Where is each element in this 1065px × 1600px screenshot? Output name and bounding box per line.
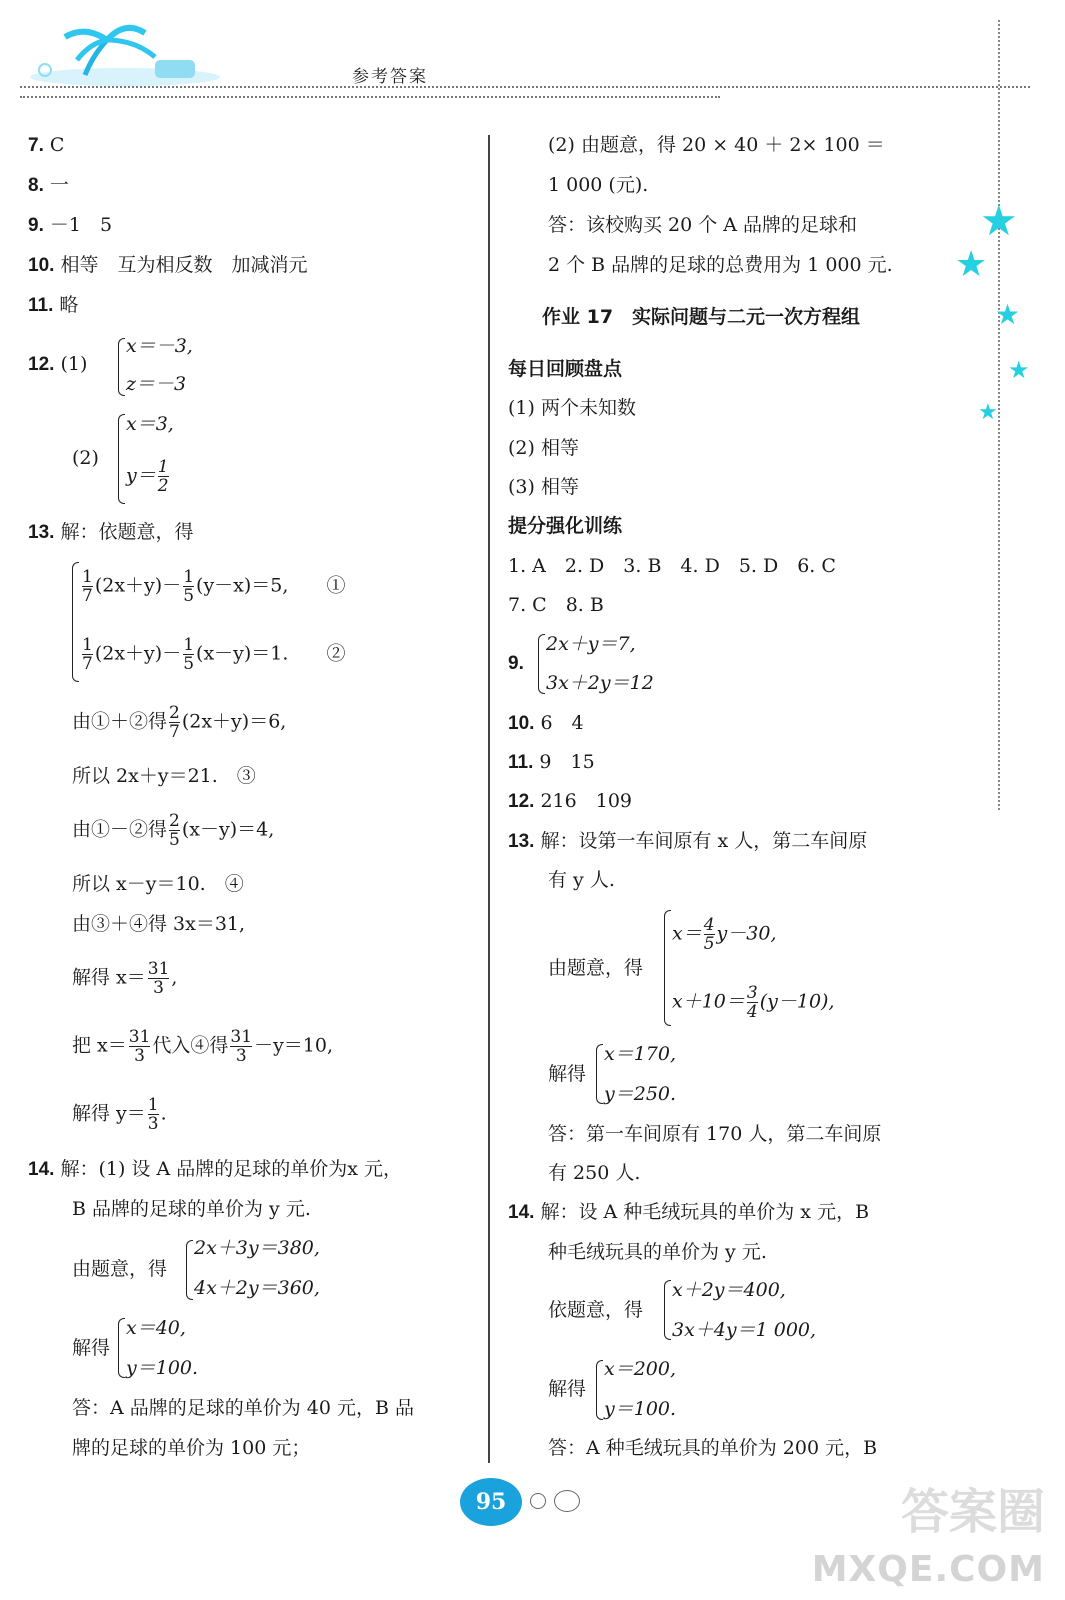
text-line: 2 个 B 品牌的足球的总费用为 1 000 元. (548, 254, 893, 276)
text-line: (2) 相等 (508, 437, 579, 459)
step: 所以 x－y＝10. ④ (72, 873, 244, 895)
equation: x＝ $\frac{4}{5}$ y－30, (672, 915, 777, 954)
step: 解得 y＝ $\frac{1}{3}$ . (72, 1095, 167, 1134)
ring-icon (530, 1493, 546, 1509)
equation-1: $\frac{1}{7}$ (2x＋y)－ $\frac{1}{5}$ (y－x)＝5, ① (82, 567, 346, 606)
text-line: 牌的足球的单价为 100 元； (72, 1437, 311, 1459)
star-icon: ★ (1008, 356, 1030, 384)
header-title: 参考答案 (352, 67, 428, 87)
text-line: B 品牌的足球的单价为 y 元. (72, 1198, 311, 1220)
ring-icon (554, 1490, 580, 1512)
section-heading: 作业 17 实际问题与二元一次方程组 (542, 306, 861, 328)
text-line: 由题意，得 (72, 1258, 168, 1280)
equation: y＝250. (604, 1083, 677, 1105)
header-divider-2 (20, 96, 720, 98)
equation: y＝100. (604, 1398, 677, 1420)
step: 解得 x＝ $\frac{31}{3}$ , (72, 959, 178, 998)
brace (596, 1044, 603, 1104)
step: 由③＋④得 3x＝31, (72, 913, 246, 935)
equation: x＋10＝ $\frac{3}{4}$ (y－10), (672, 983, 835, 1022)
text-line: 答：第一车间原有 170 人，第二车间原 (548, 1123, 882, 1145)
equation: 3x＋4y＝1 000, (672, 1319, 817, 1341)
step: 所以 2x＋y＝21. ③ (72, 765, 256, 787)
star-icon: ★ (995, 298, 1021, 331)
equation: z＝－3 (126, 373, 187, 395)
text-line: 有 y 人. (548, 869, 615, 891)
text-line: 种毛绒玩具的单价为 y 元. (548, 1241, 767, 1263)
header-divider (20, 86, 1030, 88)
page-number: 95 (460, 1478, 522, 1526)
equation-2: $\frac{1}{7}$ (2x＋y)－ $\frac{1}{5}$ (x－y)＝1. ② (82, 635, 346, 674)
brace (538, 634, 545, 694)
answers-7-8: 7. C 8. B (508, 594, 604, 616)
step: 由①－②得 $\frac{2}{5}$ (x－y)＝4, (72, 811, 275, 850)
text-line: 解得 (72, 1337, 111, 1359)
text-line: 答：A 种毛绒玩具的单价为 200 元，B (548, 1437, 878, 1459)
answer-14: 14. 解：设 A 种毛绒玩具的单价为 x 元，B (508, 1201, 870, 1223)
answers-1-6: 1. A 2. D 3. B 4. D 5. D 6. C (508, 555, 836, 577)
equation: x＋2y＝400, (672, 1279, 786, 1301)
subheading-review: 每日回顾盘点 (508, 358, 623, 380)
equation: y＝ $\frac{1}{2}$ (126, 457, 169, 496)
star-icon: ★ (978, 400, 998, 425)
equation: 2x＋3y＝380, (194, 1237, 320, 1259)
equation: x＝200, (604, 1358, 677, 1380)
equation: x＝3, (126, 413, 174, 435)
answer-12-part2: (2) (72, 447, 99, 469)
margin-rule (998, 20, 1000, 810)
text-line: 依题意，得 (548, 1299, 644, 1321)
column-divider (488, 135, 490, 1463)
text-line: 解得 (548, 1378, 587, 1400)
answer-13: 13. 解：设第一车间原有 x 人，第二车间原 (508, 830, 868, 852)
text-line: (3) 相等 (508, 476, 579, 498)
step: 把 x＝ $\frac{31}{3}$ 代入④得 $\frac{31}{3}$ －y＝10, (72, 1027, 334, 1066)
equation: x＝－3, (126, 335, 193, 357)
brace (118, 338, 125, 396)
brace (118, 1318, 125, 1378)
answer-10: 10. 相等 互为相反数 加减消元 (28, 254, 308, 276)
text-line: 解得 (548, 1063, 587, 1085)
answer-14: 14. 解：(1) 设 A 品牌的足球的单价为x 元， (28, 1158, 402, 1180)
answer-9-label: 9. (508, 653, 524, 674)
brace (596, 1360, 603, 1420)
answer-7: 7. C (28, 134, 65, 156)
text-line: (1) 两个未知数 (508, 397, 636, 419)
answer-12: 12. (1) (28, 353, 88, 375)
star-icon: ★ (955, 244, 988, 285)
brace (72, 562, 79, 682)
subheading-drill: 提分强化训练 (508, 515, 623, 537)
equation: x＝170, (604, 1043, 677, 1065)
answer-13: 13. 解：依题意，得 (28, 521, 194, 543)
equation: 4x＋2y＝360, (194, 1277, 320, 1299)
answer-9: 9. －1 5 (28, 214, 113, 236)
answer-12: 12. 216 109 (508, 790, 632, 812)
brace (118, 414, 125, 504)
brace (186, 1240, 193, 1300)
answer-11: 11. 9 15 (508, 751, 595, 773)
star-icon: ★ (980, 196, 1018, 245)
text-line: 答：该校购买 20 个 A 品牌的足球和 (548, 214, 858, 236)
text-line: 由题意，得 (548, 957, 644, 979)
equation: x＝40, (126, 1317, 186, 1339)
equation: 3x＋2y＝12 (546, 672, 654, 694)
palm-tree-logo (15, 15, 235, 90)
answer-11: 11. 略 (28, 294, 79, 316)
text-line: 答：A 品牌的足球的单价为 40 元，B 品 (72, 1397, 415, 1419)
watermark-site: MXQE.COM (811, 1549, 1045, 1590)
answer-8: 8. 一 (28, 174, 69, 196)
text-line: 1 000 (元). (548, 174, 649, 196)
brace (664, 1280, 671, 1340)
equation: y＝100. (126, 1357, 199, 1379)
text-line: (2) 由题意，得 20 × 40 ＋ 2× 100 ＝ (548, 134, 885, 156)
equation: 2x＋y＝7, (546, 633, 636, 655)
watermark-logo: 答案圈 (900, 1484, 1045, 1540)
answer-10: 10. 6 4 (508, 712, 584, 734)
text-line: 有 250 人. (548, 1162, 641, 1184)
brace (664, 910, 671, 1026)
step: 由①＋②得 $\frac{2}{7}$ (2x＋y)＝6, (72, 703, 287, 742)
